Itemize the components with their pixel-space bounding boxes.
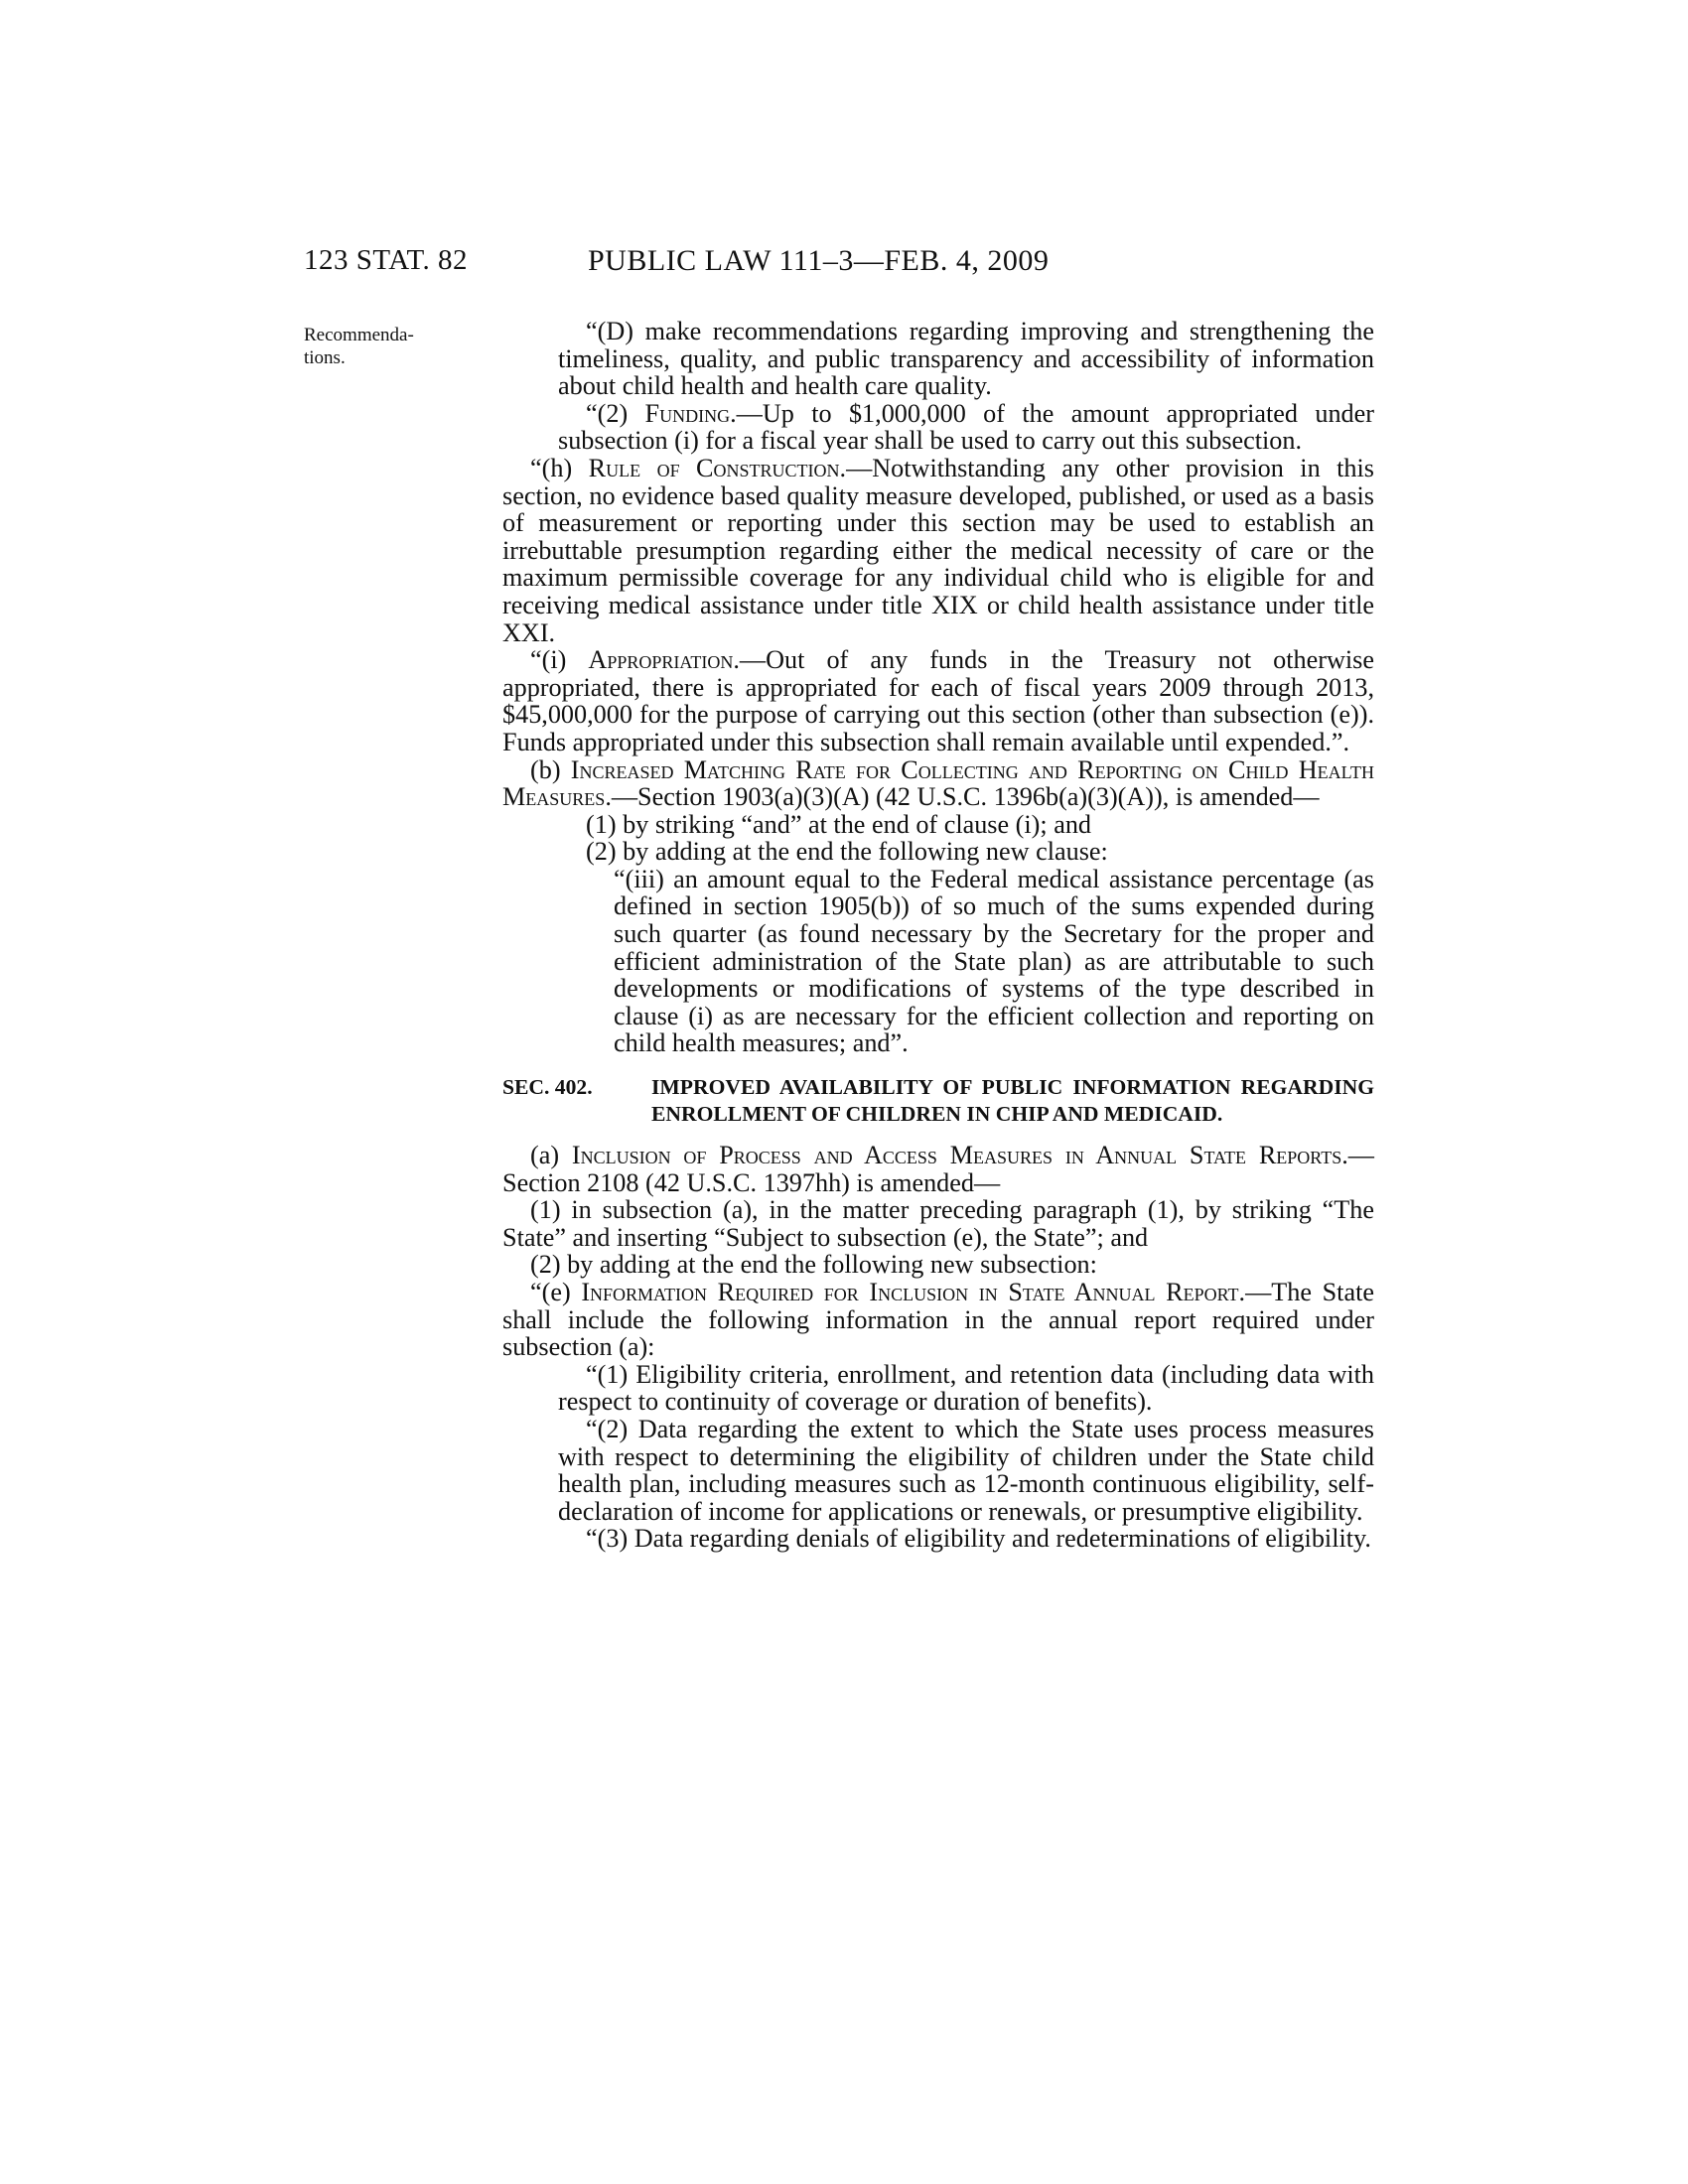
paragraph-heading: Increased Matching Rate for Collecting and Reporting on Child Health Measures bbox=[502, 754, 1374, 812]
paragraph-heading: Inclusion of Process and Access Measures in Annual State Reports bbox=[571, 1141, 1342, 1170]
paragraph-body: .—Section 1903(a)(3)(A) (42 U.S.C. 1396b(a)(3)(A)), is amended— bbox=[605, 782, 1320, 812]
paragraph-lead: “(e) bbox=[530, 1278, 582, 1306]
body-text bbox=[502, 318, 1374, 1553]
paragraph-e-information bbox=[502, 1279, 1374, 1361]
margin-note: Recommenda-tions. bbox=[304, 325, 414, 368]
paragraph-e3: “(3) Data regarding denials of eligibility and redeterminations of eligibility. bbox=[586, 1524, 1371, 1554]
paragraph-b1: (1) by striking “and” at the end of clause (i); and bbox=[586, 809, 1092, 839]
paragraph-lead: (a) bbox=[530, 1141, 572, 1170]
clause-iii bbox=[502, 866, 1374, 1057]
stat-reference: 123 STAT. 82 bbox=[304, 244, 469, 276]
paragraph-a1: (1) in subsection (a), in the matter preceding paragraph (1), by striking “The State” and inserting “Subject to subsection (e), the State”; and bbox=[502, 1195, 1374, 1252]
paragraph-a-inclusion bbox=[502, 1142, 1374, 1196]
paragraph-body: .—Up to $1,000,000 of the amount appropriated under subsection (i) for a fiscal year shall be used to carry out this subsection. bbox=[558, 398, 1374, 456]
paragraph-lead: “(h) bbox=[530, 453, 589, 482]
paragraph-b-matching-rate bbox=[502, 756, 1374, 811]
paragraph-body: .—The State shall include the following information in the annual report required under subsection (a): bbox=[502, 1278, 1374, 1362]
paragraph-a2: (2) by adding at the end the following new subsection: bbox=[530, 1250, 1097, 1280]
page-header bbox=[0, 244, 1688, 284]
paragraph-lead: “(2) bbox=[586, 398, 645, 428]
paragraph-b2: (2) by adding at the end the following new clause: bbox=[586, 837, 1108, 867]
clause-text: “(iii) an amount equal to the Federal medical assistance percentage (as defined in section 1905(b)) of so much of the sums expended during such quarter (as found necessary by the Secretary for the proper and efficient administration of the State plan) as are attributable to such developments or modifications of systems of the type described in clause (i) as are necessary for the efficient collection and reporting on child health measures; and”. bbox=[614, 864, 1374, 1058]
section-heading bbox=[502, 1074, 1374, 1128]
paragraph-2-funding bbox=[502, 400, 1374, 455]
paragraph-d: “(D) make recommendations regarding improving and strengthening the timeliness, quality, and public transparency and accessibility of information about child health and health care quality. bbox=[558, 317, 1374, 401]
paragraph-body: .—Notwithstanding any other provision in this section, no evidence based quality measure developed, published, or used as a basis of measurement or reporting under this section may be used to establish an irrebuttable presumption regarding either the medical necessity of care or the maximum permissible coverage for any individual child who is eligible for and receiving medical assistance under title XIX or child health assistance under title XXI. bbox=[502, 453, 1374, 647]
section-number: SEC. 402. bbox=[502, 1075, 593, 1100]
paragraph-body: .—Out of any funds in the Treasury not otherwise appropriated, there is appropriated for each of fiscal years 2009 through 2013, $45,000,000 for the purpose of carrying out this section (other than subsection (e)). Funds appropriated under this subsection shall remain available until expended.”. bbox=[502, 645, 1374, 756]
paragraph-e1: “(1) Eligibility criteria, enrollment, and retention data (including data with respect to continuity of coverage or duration of benefits). bbox=[558, 1359, 1374, 1417]
section-title: IMPROVED AVAILABILITY OF PUBLIC INFORMATION REGARDING ENROLLMENT OF CHILDREN IN CHIP AND MEDICAID. bbox=[651, 1075, 1374, 1127]
paragraph-heading: Appropriation bbox=[588, 645, 734, 675]
paragraph-body: .—Section 2108 (42 U.S.C. 1397hh) is amended— bbox=[502, 1141, 1374, 1197]
paragraph-heading: Information Required for Inclusion in State Annual Report bbox=[581, 1278, 1239, 1306]
paragraph-e2: “(2) Data regarding the extent to which the State uses process measures with respect to determining the eligibility of children under the State child health plan, including measures such as 12-month continuous eligibility, self-declaration of income for applications or renewals, or presumptive eligibility. bbox=[558, 1414, 1374, 1526]
paragraph-lead: (b) bbox=[530, 754, 571, 784]
running-title: PUBLIC LAW 111–3—FEB. 4, 2009 bbox=[588, 244, 1050, 277]
paragraph-heading: Funding bbox=[644, 398, 731, 428]
paragraph-heading: Rule of Construction bbox=[588, 453, 840, 482]
paragraph-h-rule bbox=[502, 455, 1374, 646]
paragraph-i-appropriation bbox=[502, 646, 1374, 755]
paragraph-lead: “(i) bbox=[530, 645, 589, 675]
